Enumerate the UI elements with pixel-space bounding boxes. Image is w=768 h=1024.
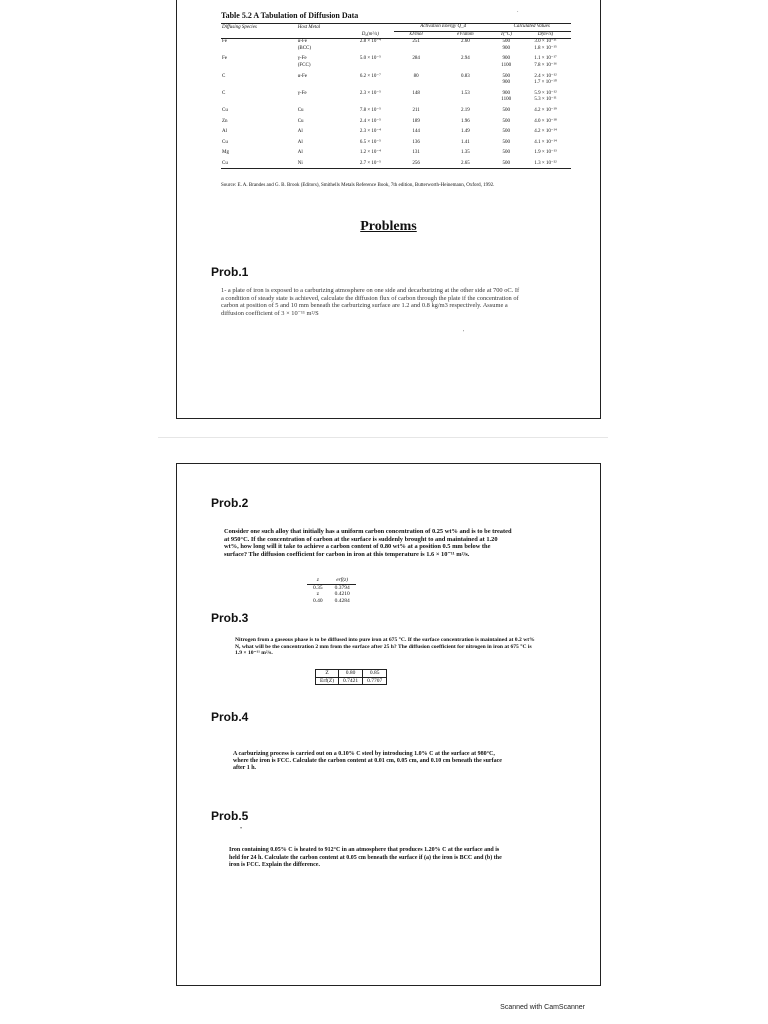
- table-row: [221, 115, 571, 126]
- page-divider: [158, 437, 608, 438]
- erf-cell: Erf(Z): [316, 677, 339, 685]
- cell-ev: 1.96: [460, 118, 470, 124]
- table-row: [221, 136, 571, 147]
- cell-ev: 2.19: [460, 107, 470, 113]
- prob3-erf-table: [315, 669, 387, 685]
- cell-kj: 80: [413, 73, 419, 79]
- erf-cell: 0.7707: [363, 677, 387, 685]
- cell-d: 2.4 × 10⁻¹² 1.7 × 10⁻¹⁰: [534, 73, 557, 86]
- cell-t: 500: [502, 129, 510, 135]
- cell-ev: 0.83: [460, 73, 470, 79]
- table-row: [221, 125, 571, 136]
- cell-d: 4.1 × 10⁻¹⁴: [534, 139, 557, 145]
- cell-kj: 251: [412, 39, 420, 45]
- table-row: [221, 52, 571, 69]
- cell-kj: 148: [412, 90, 420, 96]
- cell-ev: 1.35: [460, 150, 470, 156]
- table-row: [221, 157, 571, 168]
- table-row: [221, 87, 571, 104]
- cell-d: 5.9 × 10⁻¹² 5.3 × 10⁻¹¹: [534, 90, 557, 103]
- erf-cell: 0.4284: [334, 597, 350, 604]
- erf-cell: 0.40: [313, 597, 323, 604]
- erf-cell: 0.35: [313, 584, 323, 591]
- header-ev-atom: eV/atom: [438, 31, 492, 39]
- header-calculated-values: Calculated Values: [492, 24, 571, 32]
- cell-d0: 2.8 × 10⁻⁴: [359, 39, 381, 45]
- cell-t: 500: [492, 157, 520, 168]
- prob2-erf-table: [307, 577, 356, 604]
- prob3-heading: Prob.3: [211, 611, 249, 625]
- cell-kj: 131: [412, 150, 420, 156]
- cell-host: α-Fe (BCC): [297, 39, 312, 51]
- scanned-page-2: Prob.2 Consider one such alloy that initially has a uniform carbon concentration of 0.25 wt% and is to be treated at 950°C. If the concentration of carbon at the surface is suddenly brought to and maintained at 1.20 wt%, how long will it take to achieve a carbon content of 0.80 wt% at a position 0.5 mm below the surface? The diffusion coefficient for carbon in iron at this temperature is 1.6 × 10⁻¹¹ m²/s. z erf(z) 0.35 0.3794 z 0.4210 0.40 0.4284 Prob.3 Nitrogen from a gaseous phase is to be diffused into pure iron at 675 °C. If the surface concentration is maintained at 0.2 wt% N, what will be the concentration 2 mm from the surface after 25 h? The diffusion coefficient for nitrogen in iron at 675 °C is 1.9 × 10⁻¹¹ m²/s. Z 0.80 0.85 Erf(Z) 0.7421 0.7707 Prob.4 A carburizing process is carried out on a 0.10% C steel by introducing 1.0% C at the surface at 980°C, where the iron is FCC. Calculate the carbon content at 0.01 cm, 0.05 cm, and 0.10 cm beneath the surface after 1 h. Prob.5 Iron containing 0.05% C is heated to 912°C in an atmosphere that produces 1.20% C at the surface and is held for 24 h. Calculate the carbon content at 0.05 cm beneath the surface if (a) the iron is BCC and (b) the iron is FCC. Explain the difference. •: [176, 463, 601, 986]
- cell-t: 500 900: [502, 73, 510, 86]
- cell-d0: 5.0 × 10⁻⁵: [359, 56, 381, 62]
- cell-t: 500: [502, 150, 510, 156]
- header-d-value: D(m²/s): [520, 31, 571, 39]
- cell-host: Al: [297, 129, 303, 135]
- cell-species: Cu: [222, 139, 228, 145]
- cell-species: Cu: [222, 107, 228, 113]
- cell-host: Al: [297, 150, 303, 156]
- table-row: [221, 39, 571, 53]
- prob5-text: Iron containing 0.05% C is heated to 912°C in an atmosphere that produces 1.20% C at the surface and is held for 24 h. Calculate the carbon content at 0.05 cm beneath the surface if (a) the iron is BCC and (b) the iron is FCC. Explain the difference.: [229, 847, 502, 869]
- scanner-watermark: Scanned with CamScanner: [500, 1004, 585, 1011]
- cell-species: Fe: [222, 39, 227, 45]
- cell-ev: 2.94: [460, 56, 470, 62]
- erf-header-cell: z: [307, 577, 329, 584]
- cell-kj: 284: [412, 56, 420, 62]
- erf-row: [316, 670, 387, 678]
- header-kj-mol: kJ/mol: [394, 31, 438, 39]
- prob3-text: Nitrogen from a gaseous phase is to be diffused into pure iron at 675 °C. If the surface concentration is maintained at 0.2 wt% N, what will be the concentration 2 mm from the surface after 25 h? The diffusion coefficient for nitrogen in iron at 675 °C is 1.9 × 10⁻¹¹ m²/s.: [235, 637, 535, 657]
- erf-header-cell: erf(z): [329, 577, 356, 584]
- cell-d: 4.2 × 10⁻¹⁴: [534, 129, 557, 135]
- erf-cell: 0.80: [339, 670, 363, 678]
- cell-host: Cu: [297, 107, 304, 113]
- erf-cell: z: [316, 591, 320, 597]
- cell-species: Mg: [222, 150, 229, 156]
- prob5-heading: Prob.5: [211, 809, 249, 823]
- erf-cell: 0.3794: [334, 584, 350, 591]
- cell-d0: 2.3 × 10⁻⁵: [359, 90, 381, 96]
- prob1-text: 1- a plate of iron is exposed to a carburizing atmosphere on one side and decarburizing at the other side at 700 oC. If a condition of steady state is achieved, calculate the diffusion flux of carbon through the plate if the concentration of carbon at position of 5 and 10 mm beneath the carburizing surface are 1.2 and 0.8 kg/m3 respectively. Assume a diffusion coefficient of 3 × 10⁻¹¹ m²/S: [221, 287, 520, 317]
- erf-cell: 0.4210: [334, 591, 350, 597]
- cell-ev: 1.53: [460, 90, 470, 96]
- prob1-heading: Prob.1: [211, 265, 249, 279]
- cell-d0: 7.8 × 10⁻⁵: [359, 107, 381, 113]
- cell-d: 1.9 × 10⁻¹³: [534, 150, 557, 156]
- table-source: Source: E. A. Brandes and G. B. Brook (Editors), Smithells Metals Reference Book, 7th edition, Butterworth-Heinemann, Oxford, 1992.: [221, 183, 495, 188]
- cell-host: γ-Fe: [297, 90, 307, 96]
- cell-host: γ-Fe (FCC): [297, 56, 311, 68]
- cell-d0: 2.3 × 10⁻⁴: [359, 129, 381, 135]
- cell-ev: 2.65: [438, 157, 492, 168]
- diffusion-table-body: [221, 39, 571, 168]
- cell-host: Al: [297, 139, 303, 145]
- prob4-heading: Prob.4: [211, 710, 249, 724]
- table-row: [221, 70, 571, 87]
- scanned-page-1: Table 5.2 A Tabulation of Diffusion Data Diffusing Species Host Metal Activation Energy Q_d Calculated Values D₀(m²/s) kJ/mol eV/atom T(°C) D(m²/s) Fe α-Fe (BCC) 2.8 × 10⁻⁴ 251 2.60 500 900 3.0 × 10⁻²¹ 1.8 × 10⁻¹⁵ Fe γ-Fe (FCC) 5.0 × 10⁻⁵ 284 2.94 900 1100 1.1 × 10⁻¹⁷ 7.8 × 10⁻¹⁶ C α-Fe 6.2 × 10⁻⁷ 80 0.83 500 900 2.4 × 10⁻¹² 1.7 × 10⁻¹⁰ C γ-Fe 2.3 × 10⁻⁵ 148 1.53 900 1100 5.9 × 10⁻¹² 5.3 × 10⁻¹¹ Cu Cu 7.8 × 10⁻⁵ 211 2.19 500 4.2 × 10⁻¹⁹ Zn Cu 2.4 × 10⁻⁵ 189 1.96 500 4.0 × 10⁻¹⁸ Al Al 2.3 × 10⁻⁴ 144 1.49 500 4.2 × 10⁻¹⁴ Cu Al 6.5 × 10⁻⁵ 136 1.41 500 4.1 × 10⁻¹⁴ Mg Al 1.2 × 10⁻⁴ 131 1.35 500 1.9 × 10⁻¹³ Cu Ni 2.7 × 10⁻⁵ 256 2.65 500 1.3 × 10⁻²² Source: E. A. Brandes and G. B. Brook (Editors), Smithells Metals Reference Book, 7th edition, Butterworth-Heinemann, Oxford, 1992. Problems Prob.1 1- a plate of iron is exposed to a carburizing atmosphere on one side and decarburizing at the other side at 700 oC. If a condition of steady state is achieved, calculate the diffusion flux of carbon through the plate if the concentration of carbon at position of 5 and 10 mm beneath the carburizing surface are 1.2 and 0.8 kg/m3 respectively. Assume a diffusion coefficient of 3 × 10⁻¹¹ m²/S ' .: [176, 0, 601, 419]
- cell-species: Zn: [222, 118, 228, 124]
- header-d0: D₀(m²/s): [347, 31, 394, 39]
- cell-t: 500: [502, 118, 510, 124]
- header-temperature: T(°C): [492, 31, 520, 39]
- problems-title: Problems: [360, 219, 417, 234]
- header-host-metal: Host Metal: [297, 24, 347, 32]
- cell-d0: 1.2 × 10⁻⁴: [359, 150, 381, 156]
- cell-kj: 256: [394, 157, 438, 168]
- cell-species: Cu: [221, 157, 297, 168]
- cell-d: 1.3 × 10⁻²²: [520, 157, 571, 168]
- table-title: Table 5.2 A Tabulation of Diffusion Data: [221, 11, 359, 20]
- cell-ev: 2.60: [460, 39, 470, 45]
- erf-cell: 0.7421: [339, 677, 363, 685]
- cell-d: 1.1 × 10⁻¹⁷ 7.8 × 10⁻¹⁶: [534, 56, 557, 68]
- header-activation-energy: Activation Energy Q_d: [394, 24, 492, 32]
- header-diffusing-species: Diffusing Species: [221, 24, 297, 32]
- cell-t: 500: [502, 107, 510, 113]
- cell-kj: 211: [412, 107, 420, 113]
- erf-row: [316, 677, 387, 685]
- cell-d0: 6.2 × 10⁻⁷: [359, 73, 381, 79]
- cell-d0: 6.5 × 10⁻⁵: [359, 139, 381, 145]
- prob4-text: A carburizing process is carried out on a 0.10% C steel by introducing 1.0% C at the surface at 980°C, where the iron is FCC. Calculate the carbon content at 0.01 cm, 0.05 cm, and 0.10 cm beneath the surface after 1 h.: [233, 751, 502, 771]
- cell-species: Al: [222, 129, 227, 135]
- cell-host: Ni: [297, 157, 347, 168]
- cell-species: C: [222, 73, 226, 79]
- prob2-heading: Prob.2: [211, 496, 249, 510]
- diffusion-table: [221, 23, 571, 169]
- cell-ev: 1.49: [460, 129, 470, 135]
- erf-row: [307, 584, 356, 591]
- erf-row: [307, 598, 356, 605]
- cell-kj: 189: [412, 118, 420, 124]
- cell-t: 900 1100: [501, 90, 512, 103]
- cell-ev: 1.41: [460, 139, 470, 145]
- cell-species: C: [222, 90, 226, 96]
- cell-d: 4.2 × 10⁻¹⁹: [534, 107, 557, 113]
- cell-d: 4.0 × 10⁻¹⁸: [534, 118, 557, 124]
- cell-host: α-Fe: [297, 73, 308, 79]
- cell-host: Cu: [297, 118, 304, 124]
- erf-cell: 0.85: [363, 670, 387, 678]
- cell-t: 500: [502, 139, 510, 145]
- cell-t: 900 1100: [501, 56, 512, 68]
- cell-d0: 2.4 × 10⁻⁵: [359, 118, 381, 124]
- cell-t: 500 900: [502, 39, 510, 51]
- prob2-text: Consider one such alloy that initially has a uniform carbon concentration of 0.25 wt% and is to be treated at 950°C. If the concentration of carbon at the surface is suddenly brought to and maintained at 1.20 wt%, how long will it take to achieve a carbon content of 0.80 wt% at a position 0.5 mm below the surface? The diffusion coefficient for carbon in iron at this temperature is 1.6 × 10⁻¹¹ m²/s.: [224, 528, 512, 558]
- cell-d: 3.0 × 10⁻²¹ 1.8 × 10⁻¹⁵: [534, 39, 557, 51]
- table-row: [221, 104, 571, 115]
- erf-cell: Z: [316, 670, 339, 678]
- cell-kj: 144: [412, 129, 420, 135]
- cell-species: Fe: [222, 56, 227, 62]
- cell-d0: 2.7 × 10⁻⁵: [347, 157, 394, 168]
- table-row: [221, 146, 571, 157]
- cell-kj: 136: [412, 139, 420, 145]
